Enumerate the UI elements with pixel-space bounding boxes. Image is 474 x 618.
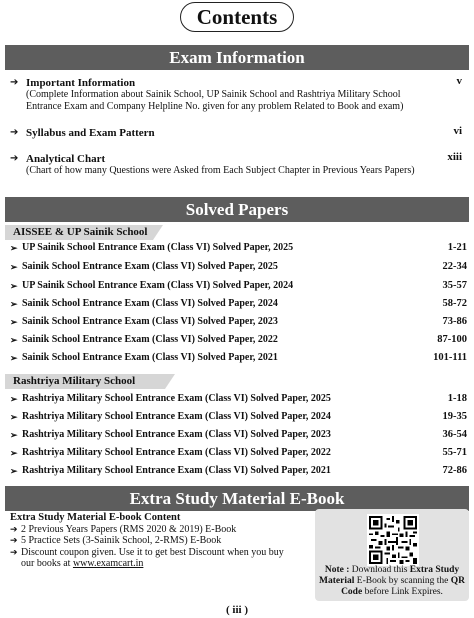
list-item-text: 2 Previous Years Papers (RMS 2020 & 2019) E-Book	[21, 523, 237, 535]
row-title: Rashtriya Military School Entrance Exam (Class VI) Solved Paper, 2024	[22, 411, 331, 422]
row-title: Sainik School Entrance Exam (Class VI) Solved Paper, 2022	[22, 334, 278, 345]
arrow-right-icon: ➢	[10, 412, 18, 422]
extra-material-subheading: Extra Study Material E-book Content	[10, 512, 181, 523]
desc-line: (Chart of how many Questions were Asked from Each Subject Chapter in Previous Years Papers)	[26, 165, 415, 176]
entry-page: xiii	[447, 151, 462, 163]
list-item	[10, 547, 310, 559]
table-row	[10, 392, 467, 406]
arrow-right-icon: ➔	[10, 127, 19, 138]
entry-title: Analytical Chart	[26, 153, 106, 165]
page-title: Contents	[180, 2, 295, 32]
desc-line: (Complete Information about Sainik School, UP Sainik School and Rashtriya Military School	[26, 89, 401, 100]
table-row	[10, 333, 467, 347]
table-row	[10, 260, 467, 274]
qr-code-icon[interactable]	[367, 514, 419, 566]
list-item	[10, 535, 310, 547]
arrow-right-icon: ➔	[10, 546, 18, 557]
arrow-right-icon: ➔	[10, 523, 18, 534]
row-title: Sainik School Entrance Exam (Class VI) Solved Paper, 2024	[22, 298, 278, 309]
row-title: Rashtriya Military School Entrance Exam (Class VI) Solved Paper, 2022	[22, 447, 331, 458]
table-row	[10, 410, 467, 424]
arrow-right-icon: ➢	[10, 317, 18, 327]
row-page: 19-35	[442, 411, 467, 422]
title-wrap	[0, 2, 474, 32]
qr-box	[315, 509, 469, 601]
table-row	[10, 446, 467, 460]
table-row	[10, 351, 467, 365]
qr-note-bold: Extra Study Material	[319, 565, 460, 586]
row-title: Rashtriya Military School Entrance Exam (Class VI) Solved Paper, 2021	[22, 465, 331, 476]
section-label-rms: Rashtriya Military School	[5, 374, 165, 389]
entry-description	[26, 165, 436, 177]
table-row	[10, 241, 467, 255]
table-row	[10, 315, 467, 329]
arrow-right-icon: ➢	[10, 448, 18, 458]
list-item-continued	[10, 558, 310, 570]
arrow-right-icon: ➢	[10, 243, 18, 253]
qr-note-bold: QR Code	[341, 576, 465, 597]
table-row	[10, 297, 467, 311]
list-item-text: Discount coupon given. Use it to get best Discount when you buy	[21, 546, 284, 558]
row-page: 101-111	[433, 352, 467, 363]
row-page: 35-57	[442, 280, 467, 291]
arrow-right-icon: ➔	[10, 77, 19, 88]
extra-material-bar: Extra Study Material E-Book	[5, 486, 469, 511]
row-page: 72-86	[442, 465, 467, 476]
exam-information-bar: Exam Information	[5, 45, 469, 70]
row-page: 36-54	[442, 429, 467, 440]
row-title: Sainik School Entrance Exam (Class VI) Solved Paper, 2023	[22, 316, 278, 327]
examcart-link[interactable]: www.examcart.in	[72, 558, 144, 569]
row-page: 58-72	[442, 298, 467, 309]
row-page: 1-18	[447, 393, 467, 404]
arrow-right-icon: ➢	[10, 353, 18, 363]
row-title: Sainik School Entrance Exam (Class VI) Solved Paper, 2021	[22, 352, 278, 363]
row-title: UP Sainik School Entrance Exam (Class VI) Solved Paper, 2024	[22, 280, 294, 291]
qr-note	[319, 565, 465, 598]
row-page: 73-86	[442, 316, 467, 327]
row-title: Rashtriya Military School Entrance Exam (Class VI) Solved Paper, 2023	[22, 429, 331, 440]
qr-note-label: Note :	[324, 565, 350, 575]
qr-note-text: Download this	[349, 565, 410, 575]
entry-description	[26, 89, 416, 112]
list-item	[10, 524, 310, 536]
arrow-right-icon: ➔	[10, 153, 19, 164]
arrow-right-icon: ➢	[10, 299, 18, 309]
table-row	[10, 428, 467, 442]
section-label-aissee: AISSEE & UP Sainik School	[5, 225, 153, 240]
entry-page: vi	[453, 125, 462, 137]
arrow-right-icon: ➢	[10, 466, 18, 476]
desc-line: Entrance Exam and Company Helpline No. given for any problem Related to Book and exam)	[26, 100, 404, 112]
page-number: ( iii )	[226, 604, 248, 616]
arrow-right-icon: ➔	[10, 535, 18, 545]
solved-papers-bar: Solved Papers	[5, 197, 469, 222]
arrow-right-icon: ➢	[10, 335, 18, 345]
row-page: 87-100	[437, 334, 467, 345]
arrow-right-icon: ➢	[10, 262, 18, 272]
entry-title: Syllabus and Exam Pattern	[26, 127, 155, 139]
row-page: 55-71	[442, 447, 467, 458]
arrow-right-icon: ➢	[10, 281, 18, 291]
list-item-text: 5 Practice Sets (3-Sainik School, 2-RMS) E-Book	[21, 535, 222, 546]
entry-title: Important Information	[26, 77, 136, 89]
list-item-text: our books at	[21, 558, 73, 569]
entry-page: v	[456, 75, 462, 87]
extra-material-content	[10, 512, 310, 570]
row-page: 22-34	[442, 261, 467, 272]
row-title: Sainik School Entrance Exam (Class VI) Solved Paper, 2025	[22, 261, 278, 272]
arrow-right-icon: ➢	[10, 430, 18, 440]
row-page: 1-21	[447, 242, 467, 253]
qr-note-text: E-Book by scanning the	[354, 576, 451, 586]
table-row	[10, 279, 467, 293]
arrow-right-icon: ➢	[10, 394, 18, 404]
row-title: UP Sainik School Entrance Exam (Class VI) Solved Paper, 2025	[22, 242, 294, 253]
row-title: Rashtriya Military School Entrance Exam (Class VI) Solved Paper, 2025	[22, 393, 331, 404]
qr-note-text: before Link Expires.	[362, 587, 443, 597]
table-row	[10, 464, 467, 478]
